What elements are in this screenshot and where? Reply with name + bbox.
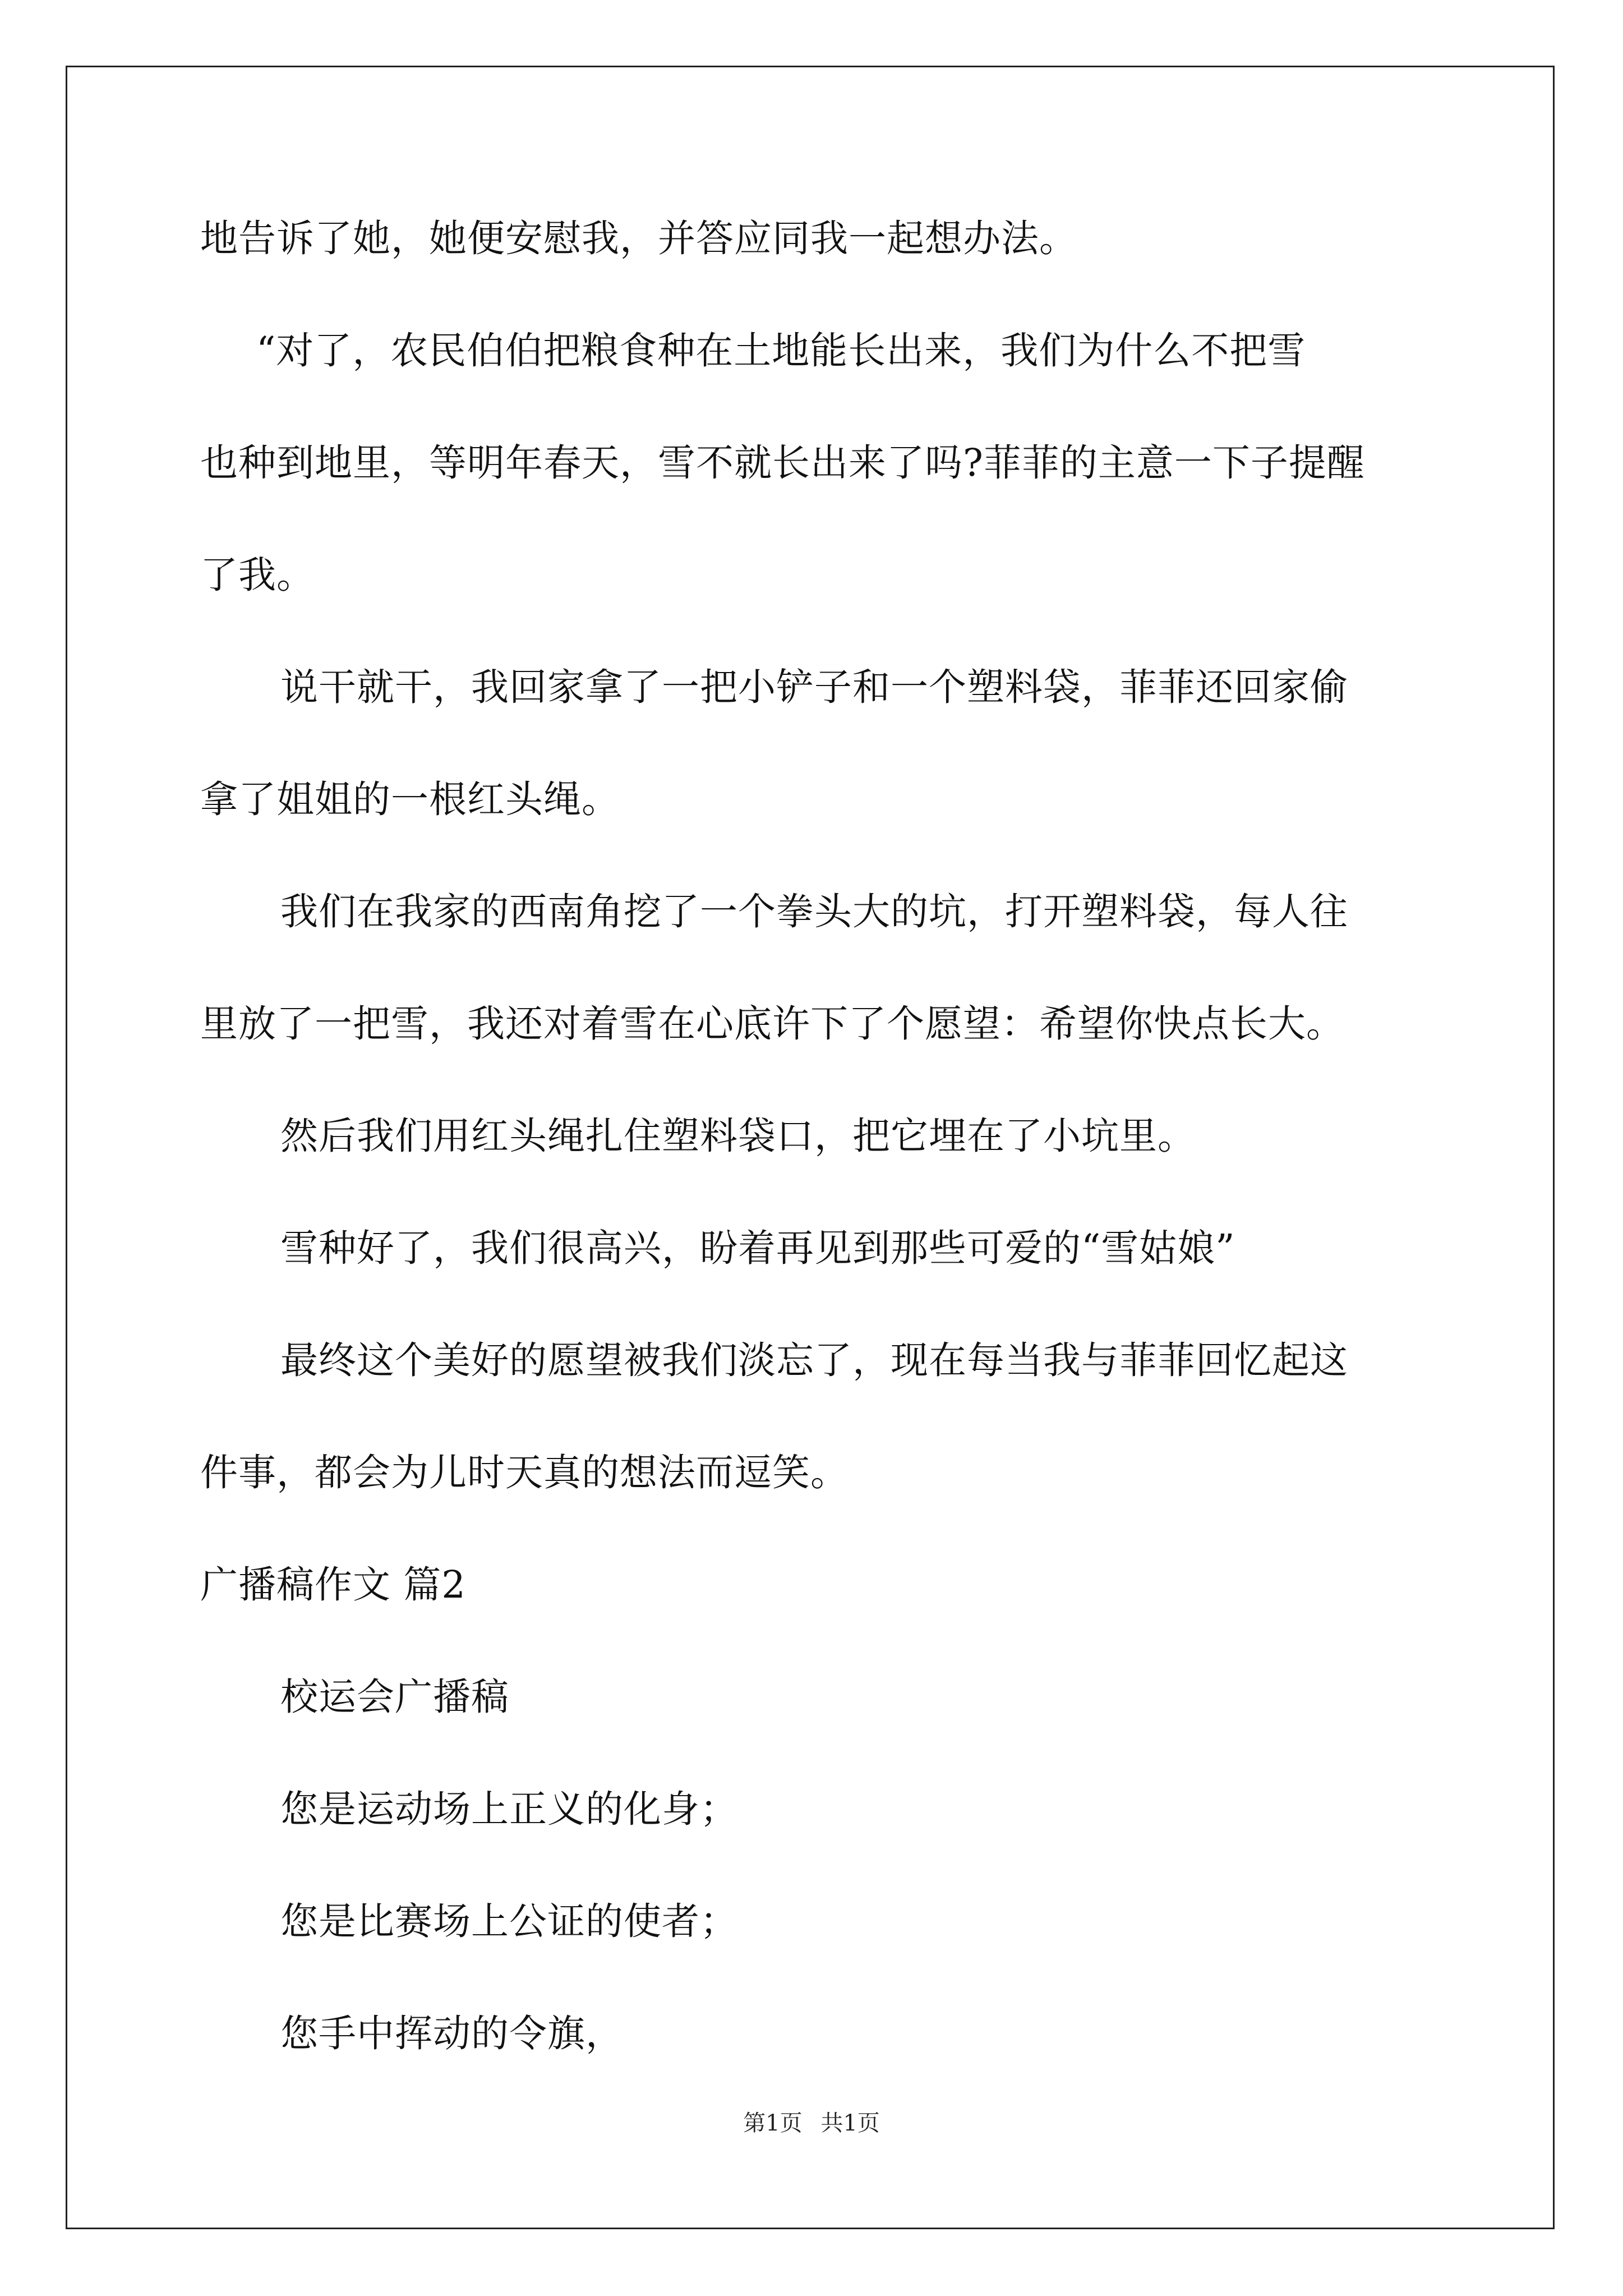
- section-heading: 广播稿作文 篇2: [200, 1563, 466, 1607]
- paragraph-line: 雪种好了，我们很高兴，盼着再见到那些可爱的“雪姑娘”: [280, 1226, 1235, 1270]
- paragraph-line: 说干就干，我回家拿了一把小铲子和一个塑料袋，菲菲还回家偷: [280, 665, 1348, 709]
- section-paragraph: 校运会广播稿: [280, 1675, 509, 1719]
- section-paragraph: 您是比赛场上公证的使者；: [280, 1899, 738, 1943]
- paragraph-line: 件事，都会为儿时天真的想法而逗笑。: [200, 1451, 849, 1494]
- paragraph-line: 拿了姐姐的一根红头绳。: [200, 777, 620, 821]
- section-paragraph: 您是运动场上正义的化身；: [280, 1787, 738, 1831]
- paragraph-line: “对了，农民伯伯把粮食种在土地能长出来，我们为什么不把雪: [256, 329, 1306, 372]
- paragraph-line: 地告诉了她，她便安慰我，并答应同我一起想办法。: [200, 217, 1077, 260]
- paragraph-line: 最终这个美好的愿望被我们淡忘了，现在每当我与菲菲回忆起这: [280, 1338, 1348, 1382]
- total-pages: 共1页: [820, 2110, 880, 2136]
- page-number: 第1页: [743, 2110, 803, 2136]
- paragraph-line: 我们在我家的西南角挖了一个拳头大的坑，打开塑料袋，每人往: [280, 890, 1348, 933]
- paragraph-line: 里放了一把雪，我还对着雪在心底许下了个愿望：希望你快点长大。: [200, 1002, 1344, 1046]
- page-footer: [0, 2109, 1623, 2137]
- section-paragraph: 您手中挥动的令旗，: [280, 2012, 624, 2055]
- paragraph-line: 也种到地里，等明年春天，雪不就长出来了吗?菲菲的主意一下子提醒: [200, 441, 1365, 485]
- paragraph-line: 了我。: [200, 553, 315, 597]
- paragraph-line: 然后我们用红头绳扎住塑料袋口，把它埋在了小坑里。: [280, 1114, 1196, 1158]
